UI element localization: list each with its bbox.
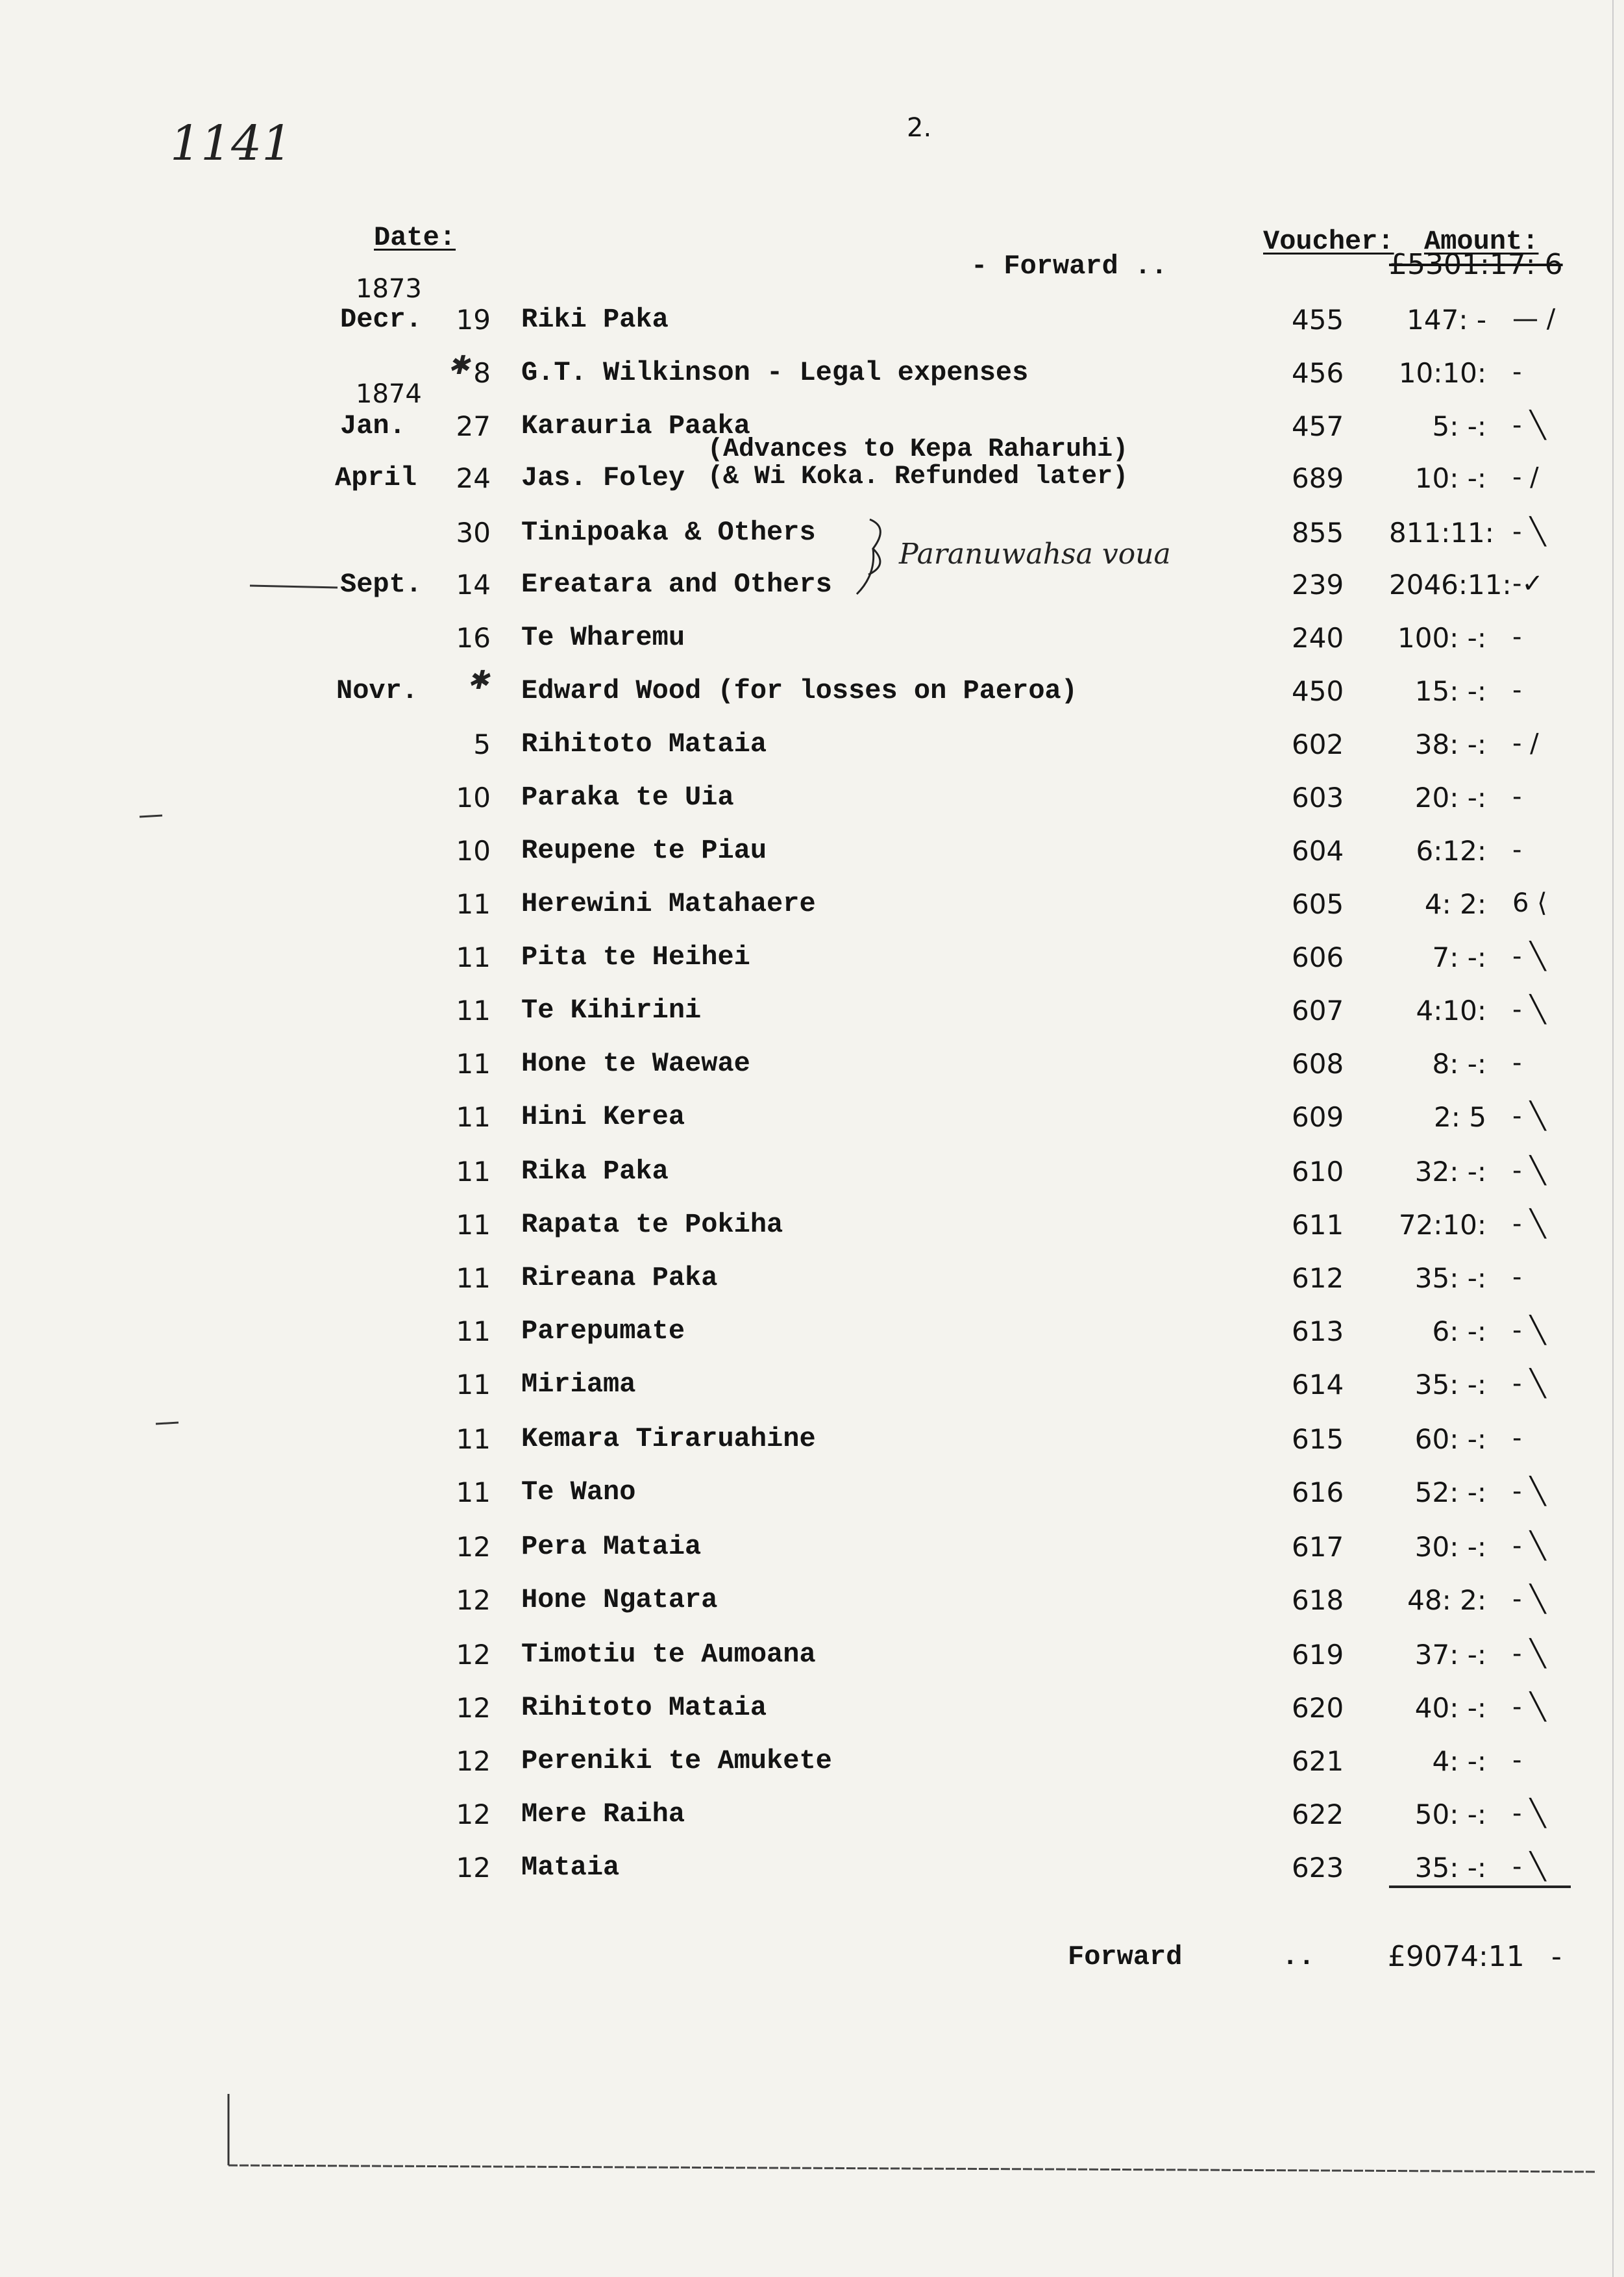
entry-name: Rihitoto Mataia: [521, 728, 767, 760]
entry-name: Jas. Foley: [521, 462, 685, 493]
entry-name: Rapata te Pokiha: [521, 1209, 783, 1240]
entry-name: Tinipoaka & Others: [521, 517, 816, 548]
entry-voucher: 604: [1292, 835, 1344, 867]
bracket-note-line1: (Advances to Kepa Raharuhi): [707, 435, 1129, 464]
entry-voucher: 457: [1292, 410, 1344, 442]
entry-name: Mataia: [521, 1852, 620, 1883]
entry-check-mark: - ╲: [1512, 1692, 1546, 1722]
entry-name: Te Wharemu: [521, 622, 685, 653]
entry-voucher: 618: [1292, 1584, 1344, 1616]
entry-name: Pereniki te Amukete: [521, 1745, 832, 1776]
entry-amount: 72:10:: [1398, 1209, 1486, 1241]
entry-name: Miriama: [521, 1369, 636, 1400]
brace-mark-tail: [857, 549, 874, 594]
entry-name: Te Wano: [521, 1476, 636, 1508]
month-decr: Decr.: [340, 304, 423, 335]
year-1873: 1873: [356, 274, 422, 304]
entry-amount: 32: -:: [1414, 1156, 1486, 1188]
asterisk-mark-1: ✱: [448, 351, 470, 380]
entry-voucher: 605: [1292, 888, 1344, 920]
entry-check-mark: — ∕: [1512, 304, 1556, 334]
entry-check-mark: -✓: [1512, 569, 1544, 599]
entry-amount: 35: -:: [1414, 1262, 1486, 1294]
entry-name: Mere Raiha: [521, 1798, 685, 1830]
entry-check-mark: - ╲: [1512, 1639, 1546, 1669]
entry-amount: 4: -:: [1432, 1745, 1486, 1777]
entry-check-mark: -: [1512, 622, 1522, 652]
margin-dash-left-1: [140, 815, 162, 817]
entry-amount: 2: 5: [1434, 1101, 1486, 1133]
bracket-note-line2: (& Wi Koka. Refunded later): [707, 462, 1129, 491]
entry-voucher: 239: [1292, 569, 1344, 601]
asterisk-mark-2: ✱: [467, 666, 489, 695]
entry-amount: 48: 2:: [1407, 1584, 1486, 1616]
entry-name: Rika Paka: [521, 1156, 669, 1187]
entry-amount: 10: -:: [1414, 462, 1486, 494]
entry-voucher: 602: [1292, 728, 1344, 760]
handwritten-note: Paranuwahsa voua: [899, 538, 1171, 571]
entry-day: 10: [456, 835, 491, 867]
entry-amount: 40: -:: [1414, 1692, 1486, 1724]
entry-amount: 35: -:: [1414, 1369, 1486, 1400]
entry-check-mark: 6 ⟨: [1512, 888, 1547, 918]
entry-day: 11: [456, 1209, 491, 1241]
entry-check-mark: - ╲: [1512, 517, 1546, 547]
entry-amount: 37: -:: [1414, 1639, 1486, 1671]
forward-top-amount: £5301:17: 6: [1389, 248, 1563, 281]
year-1874: 1874: [356, 379, 422, 409]
entry-check-mark: - ╲: [1512, 1531, 1546, 1561]
page-number: 2.: [907, 113, 932, 143]
amount-header: Amount:: [1424, 226, 1539, 257]
date-header: Date:: [374, 222, 456, 253]
entry-check-mark: - ╲: [1512, 410, 1546, 440]
entry-day: 12: [456, 1692, 491, 1724]
entry-day: 16: [456, 622, 491, 654]
entry-name: Ereatara and Others: [521, 569, 832, 600]
entry-check-mark: -: [1512, 1423, 1522, 1453]
entry-name: Rihitoto Mataia: [521, 1692, 767, 1723]
entry-name: Herewini Matahaere: [521, 888, 816, 919]
entry-day: 12: [456, 1852, 491, 1884]
entry-day: 12: [456, 1531, 491, 1563]
entry-check-mark: - ╲: [1512, 1852, 1546, 1882]
entry-voucher: 613: [1292, 1315, 1344, 1347]
entry-day: 27: [456, 410, 491, 442]
entry-day: 11: [456, 1315, 491, 1347]
margin-dash-sept: [250, 586, 338, 588]
entry-day: 5: [473, 728, 491, 760]
entry-name: Riki Paka: [521, 304, 669, 335]
entry-voucher: 455: [1292, 304, 1344, 336]
entry-check-mark: - ╲: [1512, 1101, 1546, 1131]
entry-check-mark: -: [1512, 1262, 1522, 1292]
entry-voucher: 450: [1292, 675, 1344, 707]
entry-day: 11: [456, 1423, 491, 1455]
entry-voucher: 855: [1292, 517, 1344, 549]
entry-name: Hone Ngatara: [521, 1584, 718, 1615]
entry-amount: 5: -:: [1432, 410, 1486, 442]
entry-voucher: 622: [1292, 1798, 1344, 1830]
entry-check-mark: - ╲: [1512, 1156, 1546, 1186]
entry-amount: 50: -:: [1414, 1798, 1486, 1830]
entry-check-mark: - ╲: [1512, 1476, 1546, 1506]
entry-amount: 811:11:: [1389, 517, 1494, 549]
entry-amount: 15: -:: [1414, 675, 1486, 707]
entry-voucher: 614: [1292, 1369, 1344, 1400]
entry-amount: 8: -:: [1432, 1048, 1486, 1080]
entry-check-mark: - ╲: [1512, 1584, 1546, 1614]
entry-amount: 4: 2:: [1424, 888, 1486, 920]
entry-check-mark: -: [1512, 1745, 1522, 1775]
bottom-edge-line: [228, 2165, 1597, 2172]
entry-name: G.T. Wilkinson - Legal expenses: [521, 357, 1029, 388]
month-jan: Jan.: [340, 410, 406, 442]
entry-name: Karauria Paaka: [521, 410, 750, 442]
entry-amount: 30: -:: [1414, 1531, 1486, 1563]
forward-bottom-dash: -: [1551, 1940, 1562, 1973]
entry-day: 11: [456, 995, 491, 1027]
entry-voucher: 621: [1292, 1745, 1344, 1777]
entry-day: 12: [456, 1584, 491, 1616]
entry-voucher: 623: [1292, 1852, 1344, 1884]
entry-voucher: 689: [1292, 462, 1344, 494]
voucher-header: Voucher:: [1263, 226, 1394, 257]
entry-amount: 100: -:: [1397, 622, 1486, 654]
entry-check-mark: -: [1512, 357, 1522, 387]
entry-day: 12: [456, 1745, 491, 1777]
entry-amount: 52: -:: [1414, 1476, 1486, 1508]
entry-name: Edward Wood (for losses on Paeroa): [521, 675, 1077, 706]
entry-amount: 20: -:: [1414, 782, 1486, 814]
entry-check-mark: - ∕: [1512, 728, 1539, 758]
entry-day: 11: [456, 1262, 491, 1294]
entry-day: 11: [456, 1369, 491, 1400]
entry-check-mark: -: [1512, 835, 1522, 865]
entry-voucher: 616: [1292, 1476, 1344, 1508]
entry-name: Timotiu te Aumoana: [521, 1639, 816, 1670]
entry-check-mark: - ╲: [1512, 1798, 1546, 1828]
entry-day: 12: [456, 1798, 491, 1830]
entry-amount: 7: -:: [1432, 941, 1486, 973]
forward-bottom-dots: ..: [1282, 1941, 1315, 1972]
entry-amount: 60: -:: [1414, 1423, 1486, 1455]
entry-day: 12: [456, 1639, 491, 1671]
entry-day: 10: [456, 782, 491, 814]
entry-name: Pita te Heihei: [521, 941, 750, 973]
entry-amount: 4:10:: [1416, 995, 1486, 1027]
entry-name: Paraka te Uia: [521, 782, 734, 813]
corner-note: 1141: [170, 116, 293, 171]
entry-day: 11: [456, 1048, 491, 1080]
entry-day: 11: [456, 941, 491, 973]
entry-amount: 35: -:: [1414, 1852, 1486, 1884]
entry-voucher: 617: [1292, 1531, 1344, 1563]
forward-bottom-amount: £9074:11: [1388, 1940, 1525, 1973]
entry-day: 14: [456, 569, 491, 601]
entry-voucher: 240: [1292, 622, 1344, 654]
month-novr: Novr.: [336, 675, 419, 706]
entry-voucher: 608: [1292, 1048, 1344, 1080]
entry-voucher: 619: [1292, 1639, 1344, 1671]
entry-check-mark: - ╲: [1512, 941, 1546, 971]
forward-top-label: - Forward ..: [971, 251, 1168, 282]
entry-name: Hini Kerea: [521, 1101, 685, 1132]
entry-amount: 147: -: [1407, 304, 1486, 336]
entry-voucher: 611: [1292, 1209, 1344, 1241]
entry-voucher: 456: [1292, 357, 1344, 389]
brace-mark: [868, 519, 880, 575]
entry-check-mark: -: [1512, 675, 1522, 705]
entry-day: 11: [456, 1476, 491, 1508]
entry-voucher: 607: [1292, 995, 1344, 1027]
entry-amount: 10:10:: [1398, 357, 1486, 389]
entry-name: Parepumate: [521, 1315, 685, 1347]
margin-dash-left-2: [156, 1423, 178, 1424]
entry-amount: 6: -:: [1432, 1315, 1486, 1347]
entry-check-mark: - ╲: [1512, 1315, 1546, 1345]
entry-name: Pera Mataia: [521, 1531, 702, 1562]
entry-name: Hone te Waewae: [521, 1048, 750, 1079]
entry-voucher: 609: [1292, 1101, 1344, 1133]
entry-day: 11: [456, 1156, 491, 1188]
entry-name: Te Kihirini: [521, 995, 702, 1026]
entry-amount: 2046:11:: [1389, 569, 1512, 601]
entry-voucher: 615: [1292, 1423, 1344, 1455]
entry-voucher: 610: [1292, 1156, 1344, 1188]
entry-name: Reupene te Piau: [521, 835, 767, 866]
entry-voucher: 603: [1292, 782, 1344, 814]
entry-day: 30: [456, 517, 491, 549]
entry-day: 24: [456, 462, 491, 494]
entry-name: Rireana Paka: [521, 1262, 718, 1293]
entry-amount: 6:12:: [1416, 835, 1486, 867]
entry-day: 11: [456, 1101, 491, 1133]
forward-bottom-label: Forward: [1068, 1941, 1183, 1972]
entry-day: 11: [456, 888, 491, 920]
entry-day: 19: [456, 304, 491, 336]
entry-name: Kemara Tiraruahine: [521, 1423, 816, 1454]
month-april: April: [335, 462, 417, 493]
entry-check-mark: - ╲: [1512, 1209, 1546, 1239]
entry-check-mark: - ╲: [1512, 995, 1546, 1025]
entry-check-mark: - ╲: [1512, 1369, 1546, 1399]
entry-check-mark: -: [1512, 782, 1522, 812]
entry-voucher: 606: [1292, 941, 1344, 973]
entry-day: 8: [473, 357, 491, 389]
entry-check-mark: -: [1512, 1048, 1522, 1078]
entry-voucher: 612: [1292, 1262, 1344, 1294]
entry-amount: 38: -:: [1414, 728, 1486, 760]
entry-voucher: 620: [1292, 1692, 1344, 1724]
month-sept: Sept.: [340, 569, 423, 600]
entry-check-mark: - ∕: [1512, 462, 1539, 492]
